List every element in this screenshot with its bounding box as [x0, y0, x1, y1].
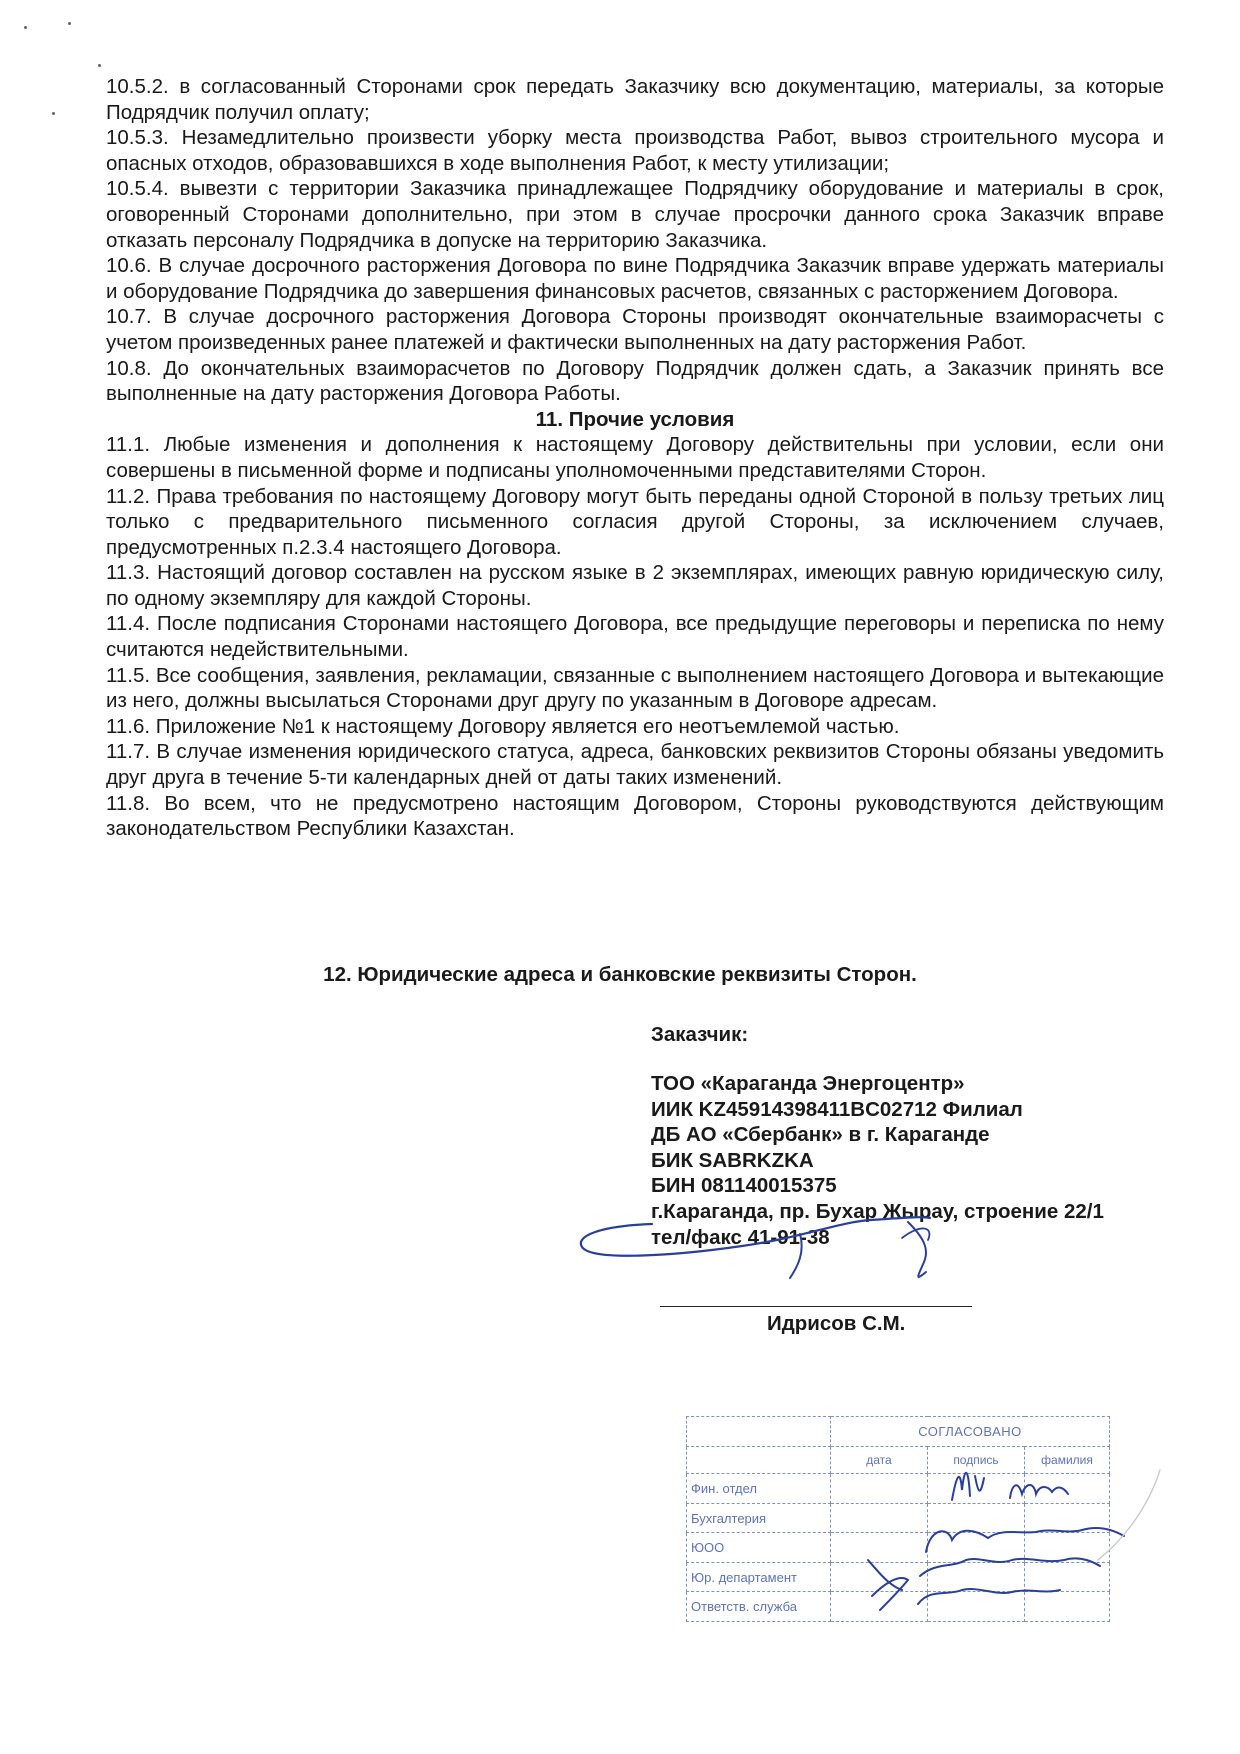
requisite-company: ТОО «Караганда Энергоцентр»	[651, 1072, 965, 1095]
clause-11-1: 11.1. Любые изменения и дополнения к настоящему Договору действительны при условии, если они совершены в письменной форме и подписаны уполномоченными представителями Сторон.	[106, 433, 1164, 482]
clause-11-3: 11.3. Настоящий договор составлен на русском языке в 2 экземплярах, имеющих равную юридическую силу, по одному экземпляру для каждой Стороны.	[106, 561, 1164, 610]
stamp-row-label: Юр. департамент	[687, 1562, 831, 1592]
requisite-bank: ДБ АО «Сбербанк» в г. Караганде	[651, 1123, 990, 1147]
section-11-heading: 11. Прочие условия	[535, 407, 735, 431]
clause-10-7: 10.7. В случае досрочного расторжения Договора Стороны производят окончательные взаиморасчеты с учетом произведенных ранее платежей и фактически выполненных на дату расторжения Работ.	[106, 305, 1164, 354]
clause-10-6: 10.6. В случае досрочного расторжения Договора по вине Подрядчика Заказчик вправе удержать материалы и оборудование Подрядчика до завершения финансовых расчетов, связанных с расторжением Договора.	[106, 254, 1164, 303]
clause-10-5-3: 10.5.3. Незамедлительно произвести уборку места производства Работ, вывоз строительного мусора и опасных отходов, образовавшихся в ходе выполнения Работ, к месту утилизации;	[106, 126, 1164, 175]
requisite-address: г.Караганда, пр. Бухар Жырау, строение 22/1	[651, 1199, 1104, 1223]
clause-11-4: 11.4. После подписания Сторонами настоящего Договора, все предыдущие переговоры и переписка по нему считаются недействительными.	[106, 612, 1164, 662]
clause-10-5-4: 10.5.4. вывезти с территории Заказчика принадлежащее Подрядчику оборудование и материалы в срок, оговоренный Сторонами дополнительно, при этом в случае просрочки данного срока Заказчик вправе отказать персоналу Подрядчика в допуске на территорию Заказчика.	[106, 177, 1164, 252]
clause-11-2: 11.2. Права требования по настоящему Договору могут быть переданы одной Стороной в пользу третьих лиц только с предварительного письменного согласия другой Стороны, за исключением случаев, предусмотренных п.2.3.4 настоящего Договора.	[106, 484, 1164, 559]
stamp-col-signature: подпись	[928, 1446, 1025, 1474]
stamp-row-label: ЮОО	[687, 1533, 831, 1563]
clause-11-5: 11.5. Все сообщения, заявления, рекламации, связанные с выполнением настоящего Договора и вытекающие из него, должны высылаться Сторонами друг другу по указанным в Договоре адресам.	[106, 663, 1164, 713]
requisite-phone: тел/факс 41-91-38	[651, 1225, 830, 1249]
stamp-title: СОГЛАСОВАНО	[831, 1417, 1110, 1447]
requisite-bik: БИК SABRKZKA	[651, 1148, 814, 1172]
signer-name: Идрисов С.М.	[767, 1312, 906, 1335]
requisite-bin: БИН 081140015375	[651, 1174, 837, 1198]
section-12-heading: 12. Юридические адреса и банковские реквизиты Сторон.	[323, 963, 917, 986]
clause-11-6: 11.6. Приложение №1 к настоящему Договору является его неотъемлемой частью.	[106, 714, 900, 738]
clause-10-5-2: 10.5.2. в согласованный Сторонами срок передать Заказчику всю документацию, материалы, за которые Подрядчик получил оплату;	[106, 75, 1164, 124]
customer-label: Заказчик:	[651, 1023, 749, 1046]
stamp-row-label: Ответств. служба	[687, 1592, 831, 1622]
stamp-col-surname: фамилия	[1025, 1446, 1110, 1474]
clause-10-8: 10.8. До окончательных взаиморасчетов по Договору Подрядчик должен сдать, а Заказчик принять все выполненные на дату расторжения Договора Работы.	[106, 356, 1164, 406]
stamp-col-date: дата	[831, 1446, 928, 1474]
requisite-iik: ИИК KZ45914398411BC02712 Филиал	[651, 1097, 1023, 1121]
stamp-row-label: Бухгалтерия	[687, 1503, 831, 1533]
stamp-row-label: Фин. отдел	[687, 1474, 831, 1504]
clause-11-7: 11.7. В случае изменения юридического статуса, адреса, банковских реквизитов Стороны обязаны уведомить друг друга в течение 5-ти календарных дней от даты таких изменений.	[106, 740, 1164, 790]
clause-11-8: 11.8. Во всем, что не предусмотрено настоящим Договором, Стороны руководствуются действующим законодательством Республики Казахстан.	[106, 791, 1164, 841]
